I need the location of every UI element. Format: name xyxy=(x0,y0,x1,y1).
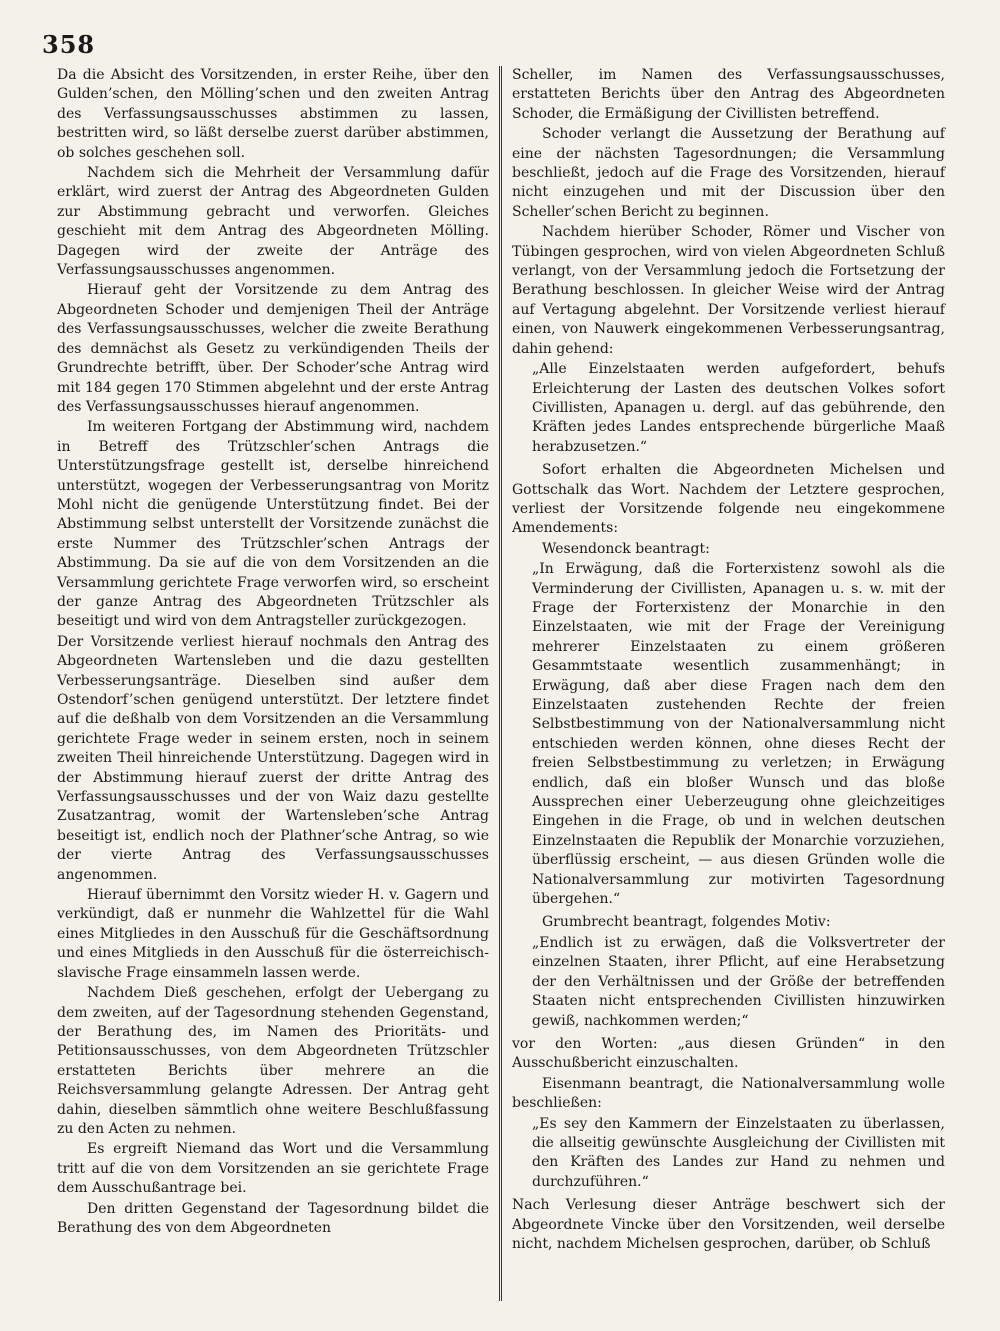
quoted-amendment: „In Erwägung, daß die Forterxistenz sowohl als die Verminderung der Civillisten, Apanagen u. s. w. mit der Frage der Forterxistenz der Monarchie in den Einzelstaaten, wie mit der Frage der Vereinigung mehrerer Einzelstaaten zu einem größeren Gesammtstaate wesentlich zusammenhängt; in Erwägung, daß aber diese Fragen nach dem den Einzelstaaten zustehenden Rechte der freien Selbstbestimmung von der Nationalversammlung nicht entschieden werden können, ohne dieses Recht der freien Selbstbestimmung zu verletzen; in Erwägung endlich, daß ein bloßer Wunsch und das bloße Aussprechen einer Ueberzeugung ohne gleichzeitiges Eingehen in die Frage, ob und in welchen deutschen Einzelnstaaten die Republik der Monarchie vorzuziehen, überflüssig erscheint, — aus diesen Gründen wolle die Nationalversammlung zur motivirten Tagesordnung übergehen.“ xyxy=(532,561,945,908)
page-number: 358 xyxy=(42,30,96,59)
quoted-amendment: „Endlich ist zu erwägen, daß die Volksvertreter der einzelnen Staaten, ihrer Pflicht, auf eine Herabsetzung der den Verhältnissen und der Größe der betreffenden Staaten nicht entsprechenden Civillisten hinzuwirken gewiß, nachkommen werden;“ xyxy=(532,934,945,1029)
paragraph: Der Vorsitzende verliest hierauf nochmals den Antrag des Abgeordneten Wartensleben und die dazu gestellten Verbesserungsanträge. Dieselben sind außer dem Ostendorf’schen genügend unterstützt. Der letztere findet auf die deßhalb von dem Vorsitzenden an die Versammlung gerichtete Frage weder in seinem ersten, noch in seinem zweiten Theil hinreichende Unterstützung. Dagegen wird in der Abstimmung hierauf zuerst der dritte Antrag des Verfassungsausschusses und der von Waiz dazu gestellte Zusatzantrag, womit der Wartensleben’sche Antrag beseitigt ist, endlich noch der Plathner’sche Antrag, so wie der vierte Antrag des Verfassungsausschusses angenommen. xyxy=(57,633,489,883)
paragraph: vor den Worten: „aus diesen Gründen“ in den Ausschußbericht einzuschalten. xyxy=(512,1035,945,1072)
paragraph: Den dritten Gegenstand der Tagesordnung bildet die Berathung des von dem Abgeordneten xyxy=(57,1200,489,1236)
paragraph: Sofort erhalten die Abgeordneten Michelsen und Gottschalk das Wort. Nachdem der Letztere gesprochen, verliest der Vorsitzende folgende neu eingekommene Amendements: xyxy=(512,462,945,537)
paragraph: Scheller, im Namen des Verfassungsausschusses, erstatteten Berichts über den Antrag des Abgeordneten Schoder, die Ermäßigung der Civillisten betreffend. xyxy=(512,67,945,122)
quoted-amendment: „Es sey den Kammern der Einzelstaaten zu überlassen, die allseitig gewünschte Ausgleichung der Civillisten mit den Kräften des Landes zur Hand zu nehmen und durchzuführen.“ xyxy=(532,1115,945,1190)
paragraph: Nachdem sich die Mehrheit der Versammlung dafür erklärt, wird zuerst der Antrag des Abgeordneten Gulden zur Abstimmung gebracht und verworfen. Gleiches geschieht mit dem Antrag des Abgeordneten Mölling. Dagegen wird der zweite der Anträge des Verfassungsausschusses angenommen. xyxy=(57,165,489,279)
left-column xyxy=(57,66,489,1239)
column-divider xyxy=(499,66,502,1301)
paragraph: Im weiteren Fortgang der Abstimmung wird, nachdem in Betreff des Trützschler’schen Antrags die Unterstützungsfrage gestellt ist, derselbe hinreichend unterstützt, wogegen der Verbesserungsantrag von Moritz Mohl nicht die genügende Unterstützung findet. Bei der Abstimmung selbst unterstellt der Vorsitzende zunächst die erste Nummer des Trützschler’schen Antrags der Abstimmung. Da sie auf die von dem Vorsitzenden an die Versammlung gerichtete Frage verworfen wird, so erscheint der ganze Antrag des Abgeordneten Trützschler als beseitigt und wird von dem Antragsteller zurückgezogen. xyxy=(57,419,489,630)
paragraph: Nach Verlesung dieser Anträge beschwert sich der Abgeordnete Vincke über den Vorsitzenden, weil derselbe nicht, nachdem Michelsen gesprochen, darüber, ob Schluß xyxy=(512,1197,945,1252)
paragraph: Eisenmann beantragt, die Nationalversammlung wolle beschließen: xyxy=(512,1075,945,1112)
right-column xyxy=(512,66,945,1255)
amendment-lead: Grumbrecht beantragt, folgendes Motiv: xyxy=(542,914,831,931)
paragraph: Es ergreift Niemand das Wort und die Versammlung tritt auf die von dem Vorsitzenden an sie gerichtete Frage dem Ausschußantrage bei. xyxy=(57,1141,489,1197)
paragraph: Nachdem hierüber Schoder, Römer und Vischer von Tübingen gesprochen, wird von vielen Abgeordneten Schluß verlangt, von der Versammlung jedoch die Fortsetzung der Berathung beschlossen. In gleicher Weise wird der Antrag auf Vertagung abgelehnt. Der Vorsitzende verliest hierauf einen, von Nauwerk eingekommenen Verbesserungsantrag, dahin gehend: xyxy=(512,224,945,357)
amendment-lead: Wesendonck beantragt: xyxy=(542,540,710,557)
quoted-amendment: „Alle Einzelstaaten werden aufgefordert, behufs Erleichterung der Lasten des deutschen Volkes sofort Civillisten, Apanagen u. dergl. auf das gebührende, den Kräften jedes Landes entsprechende bürgerliche Maaß herabzusetzen.“ xyxy=(532,361,945,455)
paragraph: Nachdem Dieß geschehen, erfolgt der Uebergang zu dem zweiten, auf der Tagesordnung stehenden Gegenstand, der Berathung des, im Namen des Prioritäts- und Petitionsausschusses, von dem Abgeordneten Trützschler erstatteten Berichts über mehrere an die Reichsversammlung gelangte Adressen. Der Antrag geht dahin, dieselben sämmtlich ohne weitere Beschlußfassung zu den Acten zu nehmen. xyxy=(57,985,489,1137)
paragraph: Hierauf übernimmt den Vorsitz wieder H. v. Gagern und verkündigt, daß er nunmehr die Wahlzettel für die Wahl eines Mitgliedes in den Ausschuß für die Geschäftsordnung und eines Mitglieds in den Ausschuß für die österreichisch-slavische Frage einsammeln lassen werde. xyxy=(57,887,489,981)
paragraph: Da die Absicht des Vorsitzenden, in erster Reihe, über den Gulden’schen, den Mölling’schen und den zweiten Antrag des Verfassungsausschusses abstimmen zu lassen, bestritten wird, so läßt derselbe zuerst darüber abstimmen, ob solches geschehen soll. xyxy=(57,67,489,161)
paragraph: Hierauf geht der Vorsitzende zu dem Antrag des Abgeordneten Schoder und demjenigen Theil der Anträge des Verfassungsausschusses, welcher die zweite Berathung des demnächst als Gesetz zu verkündigenden Theils der Grundrechte betrifft, über. Der Schoder’sche Antrag wird mit 184 gegen 170 Stimmen abgelehnt und der erste Antrag des Verfassungsausschusses hierauf angenommen. xyxy=(57,282,489,415)
paragraph: Schoder verlangt die Aussetzung der Berathung auf eine der nächsten Tagesordnungen; die Versammlung beschließt, jedoch auf die Frage des Vorsitzenden, hierauf nicht einzugehen und mit der Discussion über den Scheller’schen Bericht zu beginnen. xyxy=(512,126,945,220)
